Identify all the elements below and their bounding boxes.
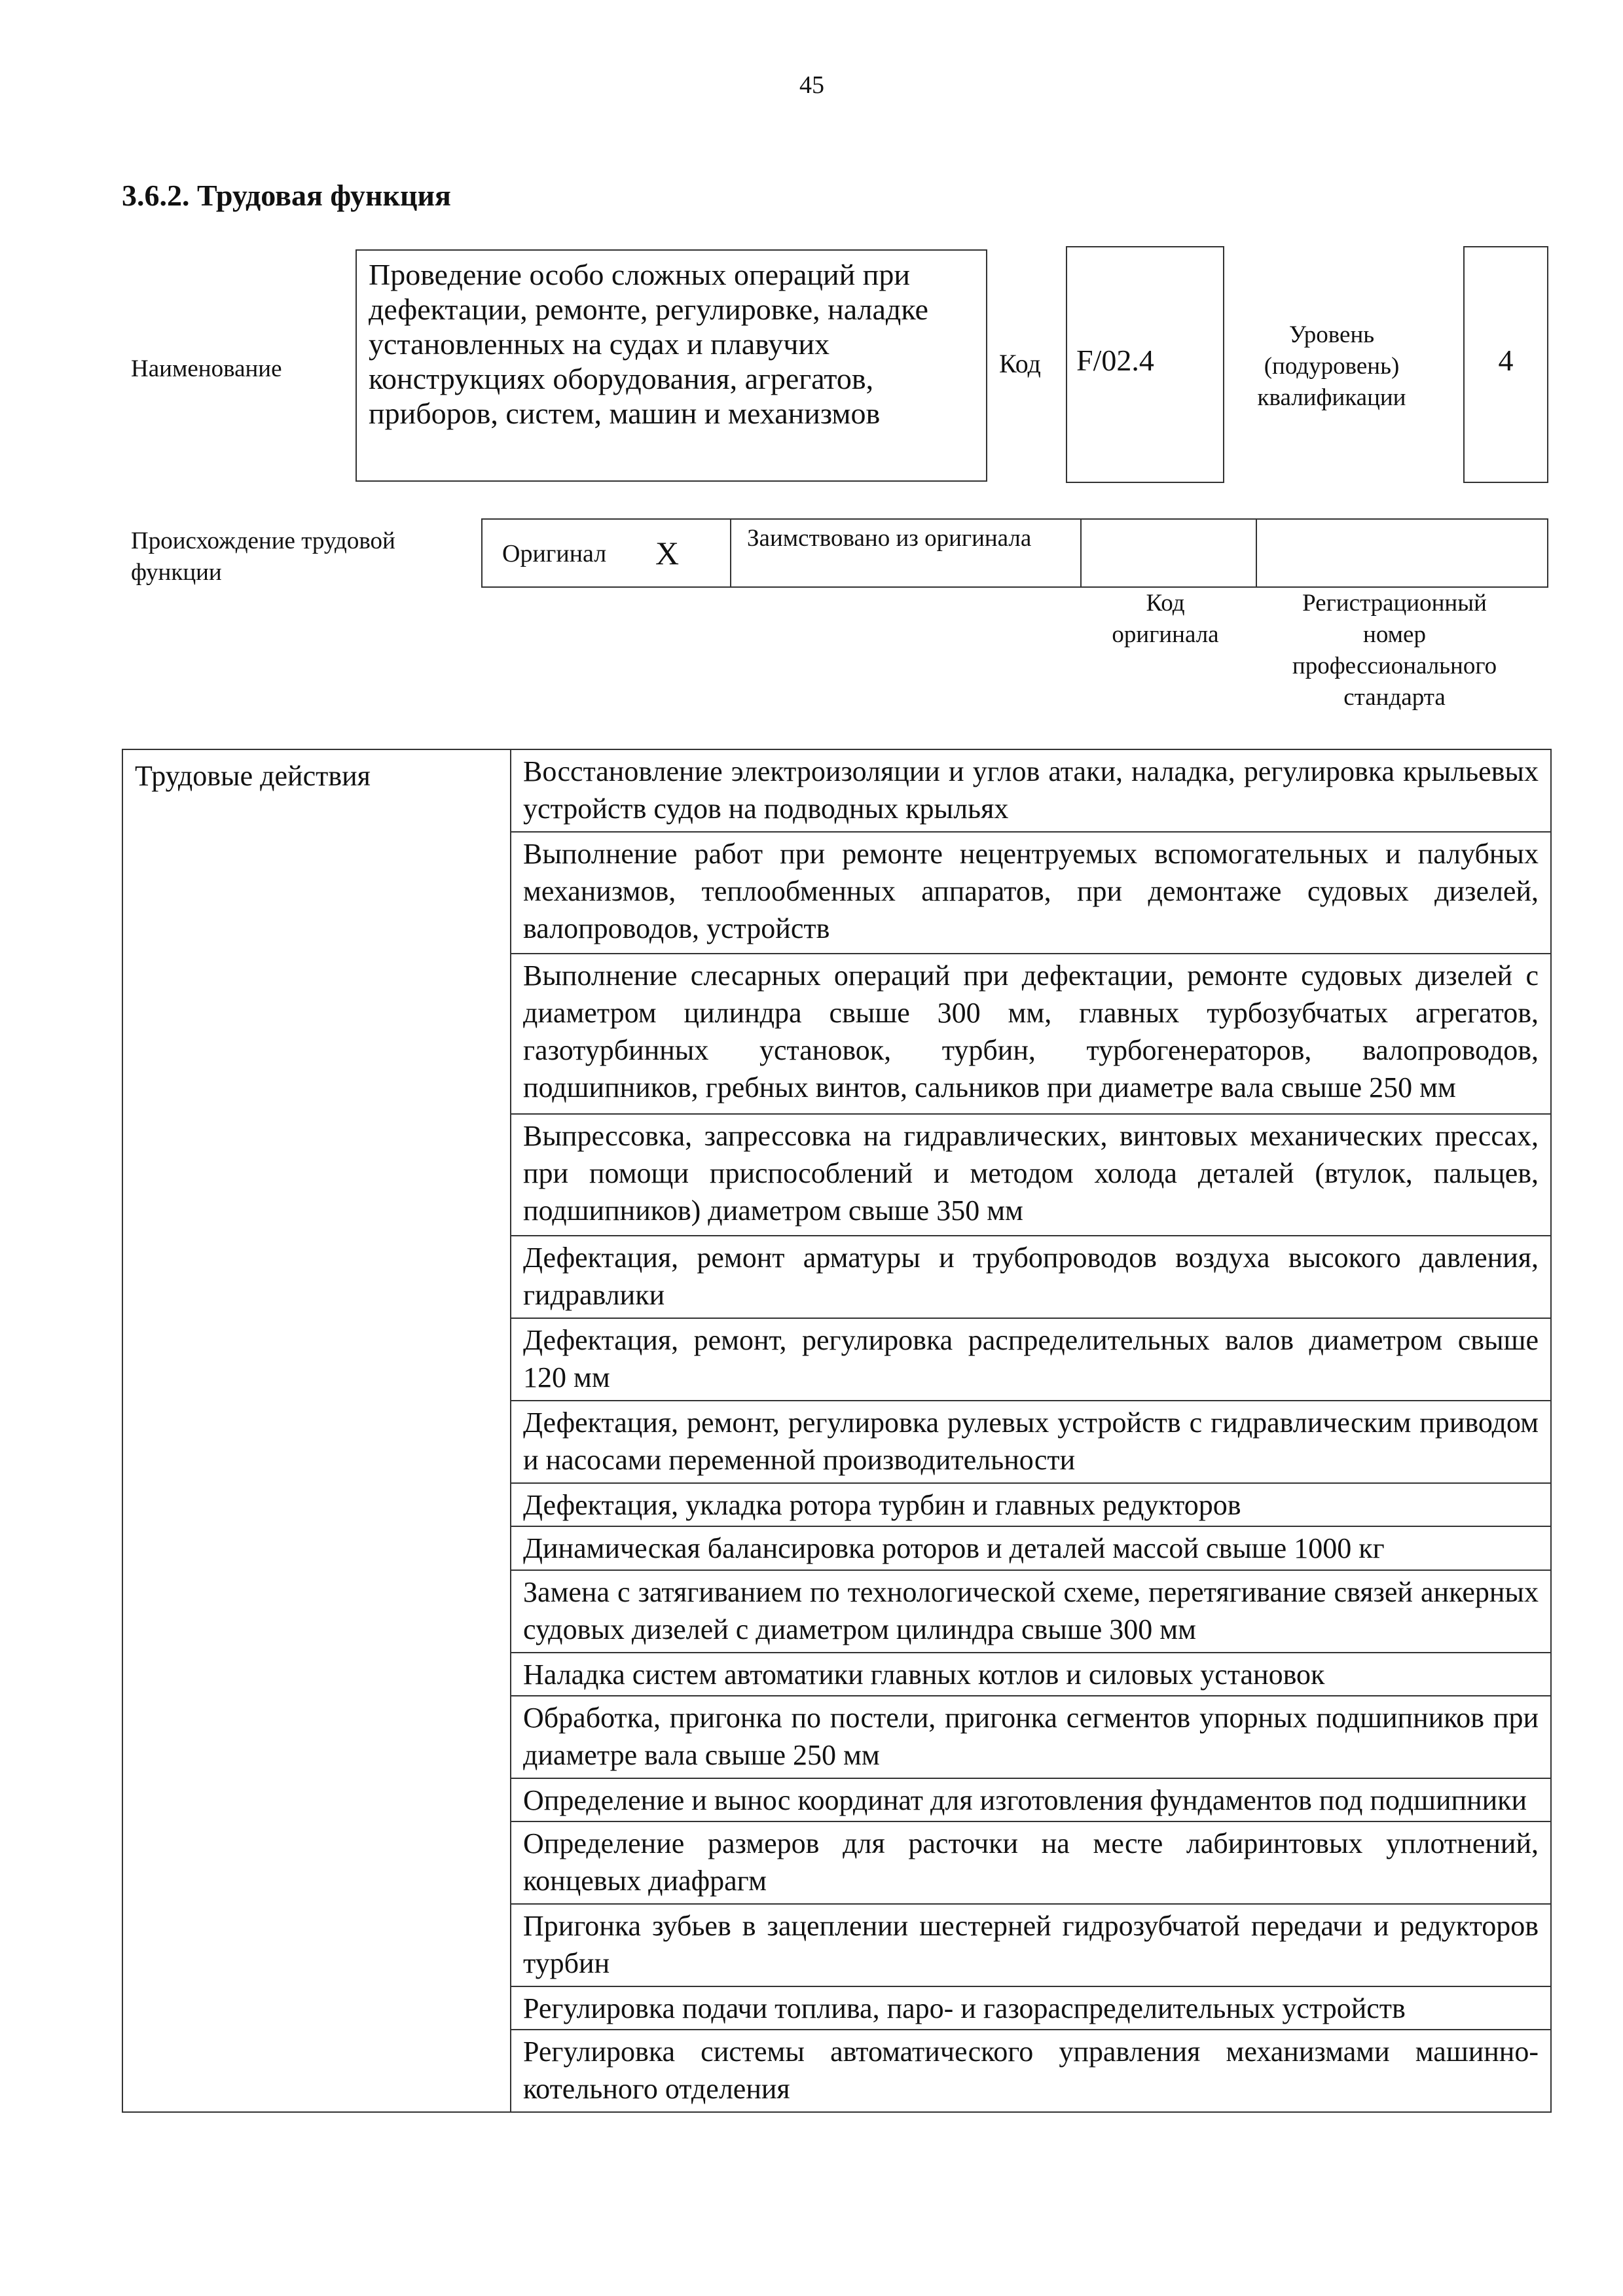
reg-number-label-line3: профессионального bbox=[1292, 653, 1497, 679]
level-label-line1: Уровень bbox=[1288, 321, 1375, 348]
labor-action-item: Дефектация, укладка ротора турбин и главных редукторов bbox=[511, 1483, 1551, 1526]
qualification-level-label bbox=[1233, 319, 1430, 414]
labor-action-item: Выполнение работ при ремонте нецентруемых вспомогательных и палубных механизмов, теплообменных аппаратов, при демонтаже судовых дизелей, валопроводов, устройств bbox=[511, 832, 1551, 954]
labor-action-item: Определение размеров для расточки на месте лабиринтовых уплотнений, концевых диафрагм bbox=[511, 1821, 1551, 1904]
original-code-label bbox=[1080, 588, 1250, 651]
original-mark: X bbox=[655, 535, 680, 571]
labor-action-item: Восстановление электроизоляции и углов атаки, наладка, регулировка крыльевых устройств судов на подводных крыльях bbox=[511, 749, 1551, 832]
function-title: Проведение особо сложных операций при дефектации, ремонте, регулировке, наладке установленных на судах и плавучих конструкциях оборудования, агрегатов, приборов, систем, машин и механизмов bbox=[356, 249, 987, 482]
labor-action-item: Дефектация, ремонт арматуры и трубопроводов воздуха высокого давления, гидравлики bbox=[511, 1236, 1551, 1318]
level-label-line2: (подуровень) bbox=[1264, 353, 1400, 380]
labor-action-item: Динамическая балансировка роторов и деталей массой свыше 1000 кг bbox=[511, 1526, 1551, 1570]
reg-number-cell bbox=[1257, 520, 1547, 586]
name-label: Наименование bbox=[131, 355, 282, 382]
qualification-level: 4 bbox=[1463, 246, 1548, 483]
original-cell bbox=[483, 520, 731, 586]
labor-action-item: Замена с затягиванием по технологической схеме, перетягивание связей анкерных судовых дизелей с диаметром цилиндра свыше 300 мм bbox=[511, 1570, 1551, 1653]
labor-action-item: Регулировка системы автоматического управления механизмами машинно-котельного отделения bbox=[511, 2030, 1551, 2112]
code-label: Код bbox=[999, 349, 1041, 378]
labor-action-item: Регулировка подачи топлива, паро- и газораспределительных устройств bbox=[511, 1986, 1551, 2030]
table-row bbox=[122, 749, 1551, 832]
reg-number-label-line4: стандарта bbox=[1343, 684, 1446, 711]
original-code-label-line1: Код bbox=[1146, 590, 1185, 617]
original-code-label-line2: оригинала bbox=[1112, 621, 1219, 648]
borrowed-label: Заимствовано из оригинала bbox=[731, 520, 1082, 586]
section-heading: 3.6.2. Трудовая функция bbox=[122, 179, 451, 212]
origin-label: Происхождение трудовой функции bbox=[131, 528, 395, 586]
labor-action-item: Выпрессовка, запрессовка на гидравлических, винтовых механических прессах, при помощи приспособлений и методом холода деталей (втулок, пальцев, подшипников) диаметром свыше 350 мм bbox=[511, 1114, 1551, 1236]
reg-number-label bbox=[1247, 588, 1542, 713]
labor-action-item: Наладка систем автоматики главных котлов и силовых установок bbox=[511, 1653, 1551, 1696]
reg-number-label-line1: Регистрационный bbox=[1302, 590, 1487, 617]
page-number: 45 bbox=[799, 71, 824, 99]
function-code: F/02.4 bbox=[1066, 246, 1224, 483]
labor-action-item: Дефектация, ремонт, регулировка рулевых устройств с гидравлическим приводом и насосами переменной производительности bbox=[511, 1401, 1551, 1483]
origin-row bbox=[481, 518, 1548, 588]
labor-actions-table bbox=[122, 749, 1552, 2113]
original-label: Оригинал bbox=[502, 540, 607, 567]
level-label-line3: квалификации bbox=[1257, 384, 1406, 411]
labor-action-item: Пригонка зубьев в зацеплении шестерней гидрозубчатой передачи и редукторов турбин bbox=[511, 1904, 1551, 1986]
labor-action-item: Определение и вынос координат для изготовления фундаментов под подшипники bbox=[511, 1778, 1551, 1821]
reg-number-label-line2: номер bbox=[1363, 621, 1426, 648]
labor-action-item: Обработка, пригонка по постели, пригонка сегментов упорных подшипников при диаметре вала свыше 250 мм bbox=[511, 1696, 1551, 1778]
labor-action-item: Выполнение слесарных операций при дефектации, ремонте судовых дизелей с диаметром цилиндра свыше 300 мм, главных турбозубчатых агрегатов, газотурбинных установок, турбин, турбогенераторов, валопроводов, подшипников, гребных винтов, сальников при диаметре вала свыше 250 мм bbox=[511, 954, 1551, 1115]
original-code-cell bbox=[1082, 520, 1257, 586]
labor-action-item: Дефектация, ремонт, регулировка распределительных валов диаметром свыше 120 мм bbox=[511, 1318, 1551, 1401]
labor-actions-label: Трудовые действия bbox=[122, 749, 511, 2112]
